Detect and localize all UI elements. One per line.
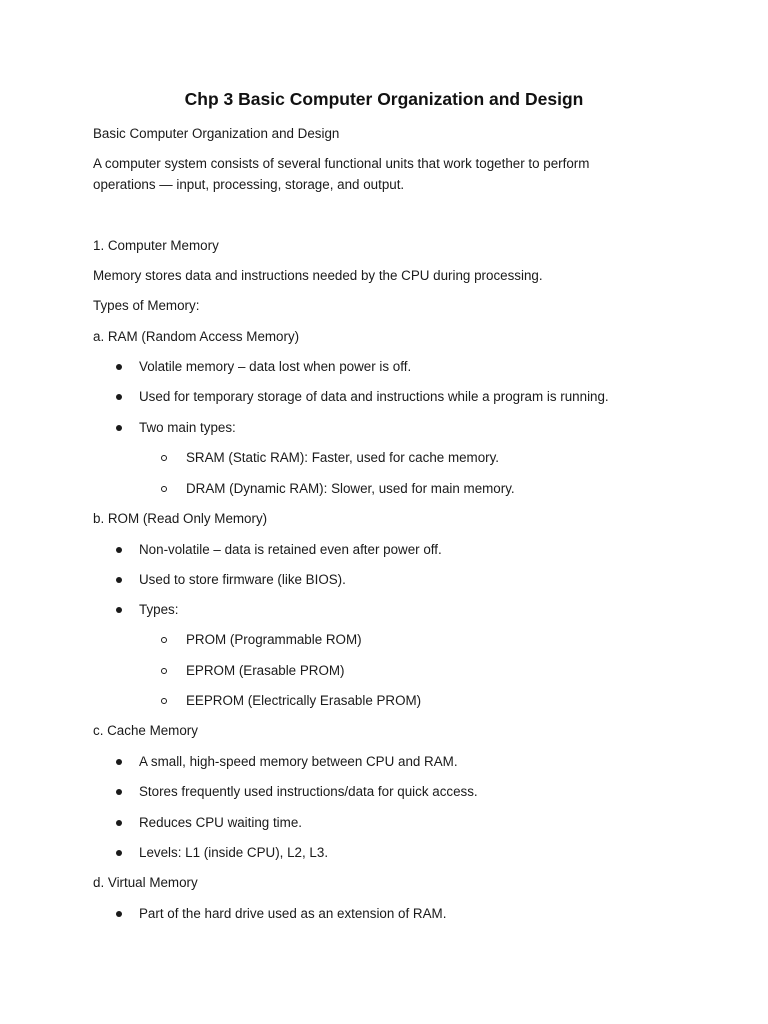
sub-list-item: PROM (Programmable ROM) xyxy=(186,632,362,647)
intro-paragraph-line: operations — input, processing, storage, and output. xyxy=(93,177,405,192)
subsection-heading-ram: a. RAM (Random Access Memory) xyxy=(93,329,300,344)
subsection-heading-virtual: d. Virtual Memory xyxy=(93,875,198,890)
list-item: Used for temporary storage of data and instructions while a program is running. xyxy=(139,389,609,404)
bullet-icon xyxy=(116,547,122,553)
sub-list-item: EEPROM (Electrically Erasable PROM) xyxy=(186,693,422,708)
intro-paragraph-line: A computer system consists of several functional units that work together to perform xyxy=(93,156,590,171)
list-item: Non-volatile – data is retained even after power off. xyxy=(139,542,442,557)
hollow-bullet-icon xyxy=(161,698,167,704)
bullet-icon xyxy=(116,820,122,826)
list-item: A small, high-speed memory between CPU and RAM. xyxy=(139,754,458,769)
hollow-bullet-icon xyxy=(161,637,167,643)
sub-list-item: SRAM (Static RAM): Faster, used for cache memory. xyxy=(186,450,500,465)
bullet-icon xyxy=(116,850,122,856)
bullet-icon xyxy=(116,364,122,370)
bullet-icon xyxy=(116,789,122,795)
list-item: Stores frequently used instructions/data for quick access. xyxy=(139,784,478,799)
bullet-icon xyxy=(116,911,122,917)
bullet-icon xyxy=(116,425,122,431)
hollow-bullet-icon xyxy=(161,455,167,461)
document-subtitle: Basic Computer Organization and Design xyxy=(93,126,340,141)
list-item: Levels: L1 (inside CPU), L2, L3. xyxy=(139,845,329,860)
types-heading: Types of Memory: xyxy=(93,298,200,313)
list-item: Reduces CPU waiting time. xyxy=(139,815,302,830)
list-item: Used to store firmware (like BIOS). xyxy=(139,572,346,587)
hollow-bullet-icon xyxy=(161,486,167,492)
bullet-icon xyxy=(116,394,122,400)
sub-list-item: DRAM (Dynamic RAM): Slower, used for main memory. xyxy=(186,481,515,496)
document-title: Chp 3 Basic Computer Organization and Design xyxy=(184,89,584,109)
subsection-heading-cache: c. Cache Memory xyxy=(93,723,198,738)
bullet-icon xyxy=(116,577,122,583)
list-item: Two main types: xyxy=(139,420,236,435)
section-description: Memory stores data and instructions needed by the CPU during processing. xyxy=(93,268,543,283)
subsection-heading-rom: b. ROM (Read Only Memory) xyxy=(93,511,268,526)
hollow-bullet-icon xyxy=(161,668,167,674)
section-heading: 1. Computer Memory xyxy=(93,238,219,253)
list-item: Volatile memory – data lost when power is off. xyxy=(139,359,412,374)
bullet-icon xyxy=(116,607,122,613)
bullet-icon xyxy=(116,759,122,765)
sub-list-item: EPROM (Erasable PROM) xyxy=(186,663,345,678)
list-item: Types: xyxy=(139,602,179,617)
list-item: Part of the hard drive used as an extension of RAM. xyxy=(139,906,447,921)
